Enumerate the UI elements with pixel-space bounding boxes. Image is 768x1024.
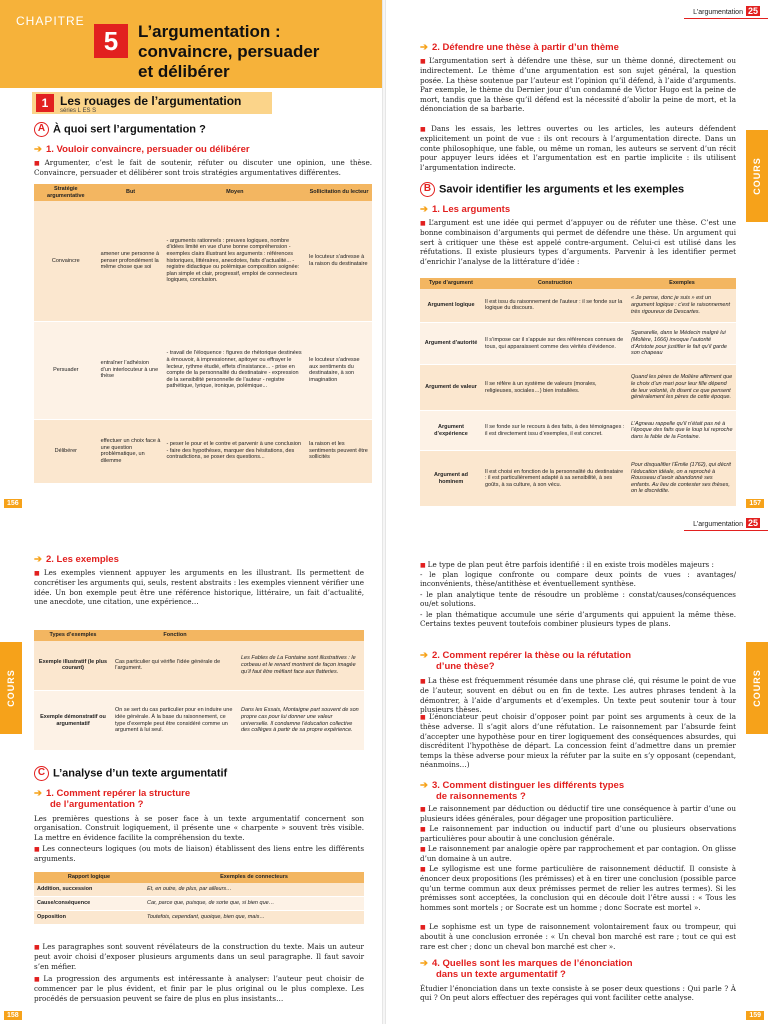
table-cell: Exemple illustratif (le plus courant) [34, 641, 112, 691]
cours-tab-label: COURS [6, 669, 17, 707]
table-cell: Il se réfère à un système de valeurs (morales, religieuses, sociales…) bien installées. [482, 365, 628, 411]
paragraph-text: La thèse est fréquemment résumée dans une phrase clé, qui résume le point de vue de l’auteur, souvent en début ou en fin de texte. Les autres phrases tendent à la démontrer, à l’aide d’arguments et d’exemples. Un texte peut soutenir tour à tour plusieurs thèses. [420, 676, 737, 715]
paragraph [420, 218, 736, 266]
page-159 [384, 512, 768, 1024]
bullet-square-icon: ■ [420, 220, 427, 227]
table-header: But [98, 184, 164, 201]
bullet-square-icon: ■ [420, 126, 430, 133]
chapter-title-line: convaincre, persuader [138, 42, 320, 61]
table-cell: On se sert du cas particulier pour en induire une idée générale. À la base du raisonnement, ce type d’exemple peut être considéré comme un argument à lui seul. [112, 691, 238, 751]
table-cell: effectuer un choix face à une question problématique, un dilemme [98, 419, 164, 483]
table-cell: Argument d’autorité [420, 323, 482, 365]
subheading-c2-text: d’une thèse? [436, 661, 495, 672]
connectors-table [34, 872, 364, 925]
table-cell: Et, en outre, de plus, par ailleurs… [144, 883, 364, 897]
paragraph-text: Dans les essais, les lettres ouvertes ou les articles, les auteurs défendent explicitement un point de vue : ils ont recours à l’argumentation directe. Dans un conte philosophique, une fable, ou même un roman, les auteurs se servent d’un récit pour appuyer leurs idées et l’argumentation est en partie implicite : ils utilisent l’argumentation indirecte. [420, 124, 736, 172]
table-header: Rapport logique [34, 872, 144, 883]
paragraph [34, 568, 364, 607]
paragraph: - le plan logique confronte ou compare deux points de vues : avantages/ inconvénients, thèse/antithèse et éventuellement synthèse. [420, 570, 736, 589]
subheading-b1-text: 1. Les arguments [431, 204, 511, 215]
table-header-row [420, 278, 736, 289]
bullet-square-icon: ■ [420, 866, 428, 873]
bullet-square-icon: ■ [420, 806, 427, 813]
heading-b [420, 182, 684, 197]
table-row [34, 897, 364, 911]
table-row [420, 323, 736, 365]
paragraph [420, 824, 736, 844]
section-series: séries L ES S [60, 108, 97, 114]
arrow-icon: ➔ [420, 650, 428, 661]
paragraph: Étudier l’énonciation dans un texte consiste à se poser deux questions : Qui parle ? À qui ? On peut alors effectuer des repérages qui vont faciliter cette analyse. [420, 984, 736, 1003]
table-header: Exemples de connecteurs [144, 872, 364, 883]
paragraph-text: L’énonciateur peut choisir d’opposer point par point ses arguments à ceux de la thèse adverse. Il s’agit alors d’une réfutation. Le raisonnement par l’absurde feint d’accepter une hypothèse pour en tirer logiquement des conséquences absurdes, qui discréditent l’hypothèse de départ. La concession feint d’admettre dans un premier temps la thèse adverse pour mieux la réfuter par la suite en s’y opposant (cependant, néanmoins…) [420, 712, 737, 770]
paragraph-text: Le syllogisme est une forme particulière de raisonnement déductif. Il consiste à énoncer deux propositions (les prémisses) et à en tirer une conclusion (possible parce qu’un terme commun aux deux prémisses permet de relier les autres termes). Si les prémisses sont acceptées, la conclusion qui en découle doit l’être aussi : « Tous les hommes sont mortels ; or Socrate est un homme ; donc Socrate est mortel ». [420, 864, 736, 912]
subheading-c2-text: 2. Comment repérer la thèse ou la réfutation [431, 650, 631, 661]
running-head-rule [684, 18, 768, 19]
table-row [34, 201, 372, 321]
table-cell: Pour disqualifier l’Émile (1762), qui décrit l’éducation idéale, on a reproché à Rousseau d’avoir abandonné ses enfants. Au lieu de contester ses thèses, on le discrédite. [628, 451, 736, 507]
page-156 [0, 0, 384, 512]
paragraph: - le plan analytique tente de résoudre un problème : constat/causes/conséquences ou/et solutions. [420, 590, 736, 609]
paragraph-text: Le raisonnement par induction ou inductif part d’une ou plusieurs observations particulières pour aboutir à une conclusion générale. [420, 824, 737, 844]
heading-letter-badge: B [420, 182, 435, 197]
table-cell: - travail de l’éloquence : figures de rhétorique destinées à émouvoir, à impressionner, apitoyer ou effrayer le lecteur, rythme étudié, effets d’insistance... - prise en compte de la personnalité du destinataire - expression de la sensibilité personnelle de l’auteur - registre pathétique, lyrique, ironique, polémique... [163, 321, 306, 419]
bullet-square-icon: ■ [34, 570, 42, 577]
spread-bottom [0, 512, 768, 1024]
section-title: Les rouages de l’argumentation [60, 94, 242, 108]
table-cell: Exemple démonstratif ou argumentatif [34, 691, 112, 751]
cours-tab [746, 130, 768, 222]
bullet-square-icon: ■ [420, 846, 426, 853]
subheading-c3 [420, 780, 624, 802]
table-cell: Convaincre [34, 201, 98, 321]
table-row [34, 911, 364, 925]
chapter-badge: 25 [747, 6, 758, 16]
bullet-square-icon: ■ [34, 160, 43, 167]
table-row [34, 321, 372, 419]
subheading-c1-text: de l’argumentation ? [50, 799, 144, 810]
subheading-c4-text: 4. Quelles sont les marques de l’énonciation [431, 958, 633, 969]
strategies-table [34, 184, 372, 484]
paragraph [420, 922, 736, 951]
paragraph-text: Les paragraphes sont souvent révélateurs de la construction du texte. Mais un auteur peut avoir choisi d’exposer plusieurs arguments dans un seul paragraphe. Il faut savoir s’en méfier. [34, 942, 364, 971]
table-header-row [34, 630, 364, 641]
running-head [693, 6, 760, 16]
bullet-square-icon: ■ [420, 714, 428, 721]
heading-c-text: L’analyse d’un texte argumentatif [53, 767, 228, 780]
table-row [420, 289, 736, 323]
table-cell: Car, parce que, puisque, de sorte que, si bien que… [144, 897, 364, 911]
chapter-title-line: et délibérer [138, 62, 230, 81]
page-158 [0, 512, 384, 1024]
section-number: 1 [36, 94, 54, 112]
page-number: 156 [4, 499, 22, 508]
cours-tab [0, 642, 22, 734]
paragraph: Les premières questions à se poser face à un texte argumentatif concernent son organisation. Construit logiquement, il présente une « charpente » souvent très visible. La mettre en évidence facilite la compréhension du texte. [34, 814, 364, 842]
paragraph [34, 942, 364, 971]
table-header: Fonction [112, 630, 238, 641]
table-cell: - arguments rationnels : preuves logiques, nombre d’idées limité en vue d’une bonne compréhension - exemples clairs illustrant les arguments : références historiques, littéraires, anecdotes, faits d’actualité... - registre didactique ou polémique composition soignée: plan simple et clair, progressif, emploi de connecteurs logiques, conclusion. [163, 201, 306, 321]
table-cell: Il s’impose car il s’appuie sur des références connues de tous, qui apparaissent comme des vérités d’évidence. [482, 323, 628, 365]
subheading-c4-text: dans un texte argumentatif ? [436, 969, 566, 980]
subheading-c4 [420, 958, 633, 980]
arrow-icon: ➔ [420, 958, 428, 969]
table-cell: Cas particulier qui vérifie l’idée générale de l’argument. [112, 641, 238, 691]
subheading-1 [34, 144, 250, 155]
paragraph-text: Argumenter, c’est le fait de soutenir, réfuter ou discuter une opinion, une thèse. Convaincre, persuader et délibérer sont trois stratégies argumentatives différentes. [34, 158, 372, 178]
table-header: Type d’argument [420, 278, 482, 289]
table-cell: Dans les Essais, Montaigne part souvent de son propre cas pour lui donner une valeur universelle. Il condamne l’éducation collective des collèges à partir de sa propre expérience. [238, 691, 364, 751]
paragraph [34, 158, 372, 178]
table-cell: Cause/conséquence [34, 897, 144, 911]
gutter [382, 512, 386, 1024]
table-row [34, 883, 364, 897]
table-cell: - peser le pour et le contre et parvenir à une conclusion - faire des hypothèses, marquer des hésitations, des contradictions, se poser des questions... [163, 419, 306, 483]
subheading-1-text: 1. Vouloir convaincre, persuader ou délibérer [45, 144, 250, 155]
chapter-label: CHAPITRE [16, 14, 85, 28]
table-header: Types d’exemples [34, 630, 112, 641]
table-row [420, 451, 736, 507]
table-header: Moyen [163, 184, 306, 201]
table-cell: Il se fonde sur le recours à des faits, à des témoignages : il est directement issu d’exemples, il est concret. [482, 411, 628, 451]
table-header [238, 630, 364, 641]
arrow-icon: ➔ [420, 780, 428, 791]
cours-tab-label: COURS [752, 157, 763, 195]
heading-c [34, 766, 227, 781]
subheading-examples-text: 2. Les exemples [45, 554, 119, 565]
table-cell: Opposition [34, 911, 144, 925]
paragraph [34, 974, 364, 1003]
arrow-icon: ➔ [34, 144, 42, 155]
table-header: Sollicitation du lecteur [306, 184, 372, 201]
table-cell: Délibérer [34, 419, 98, 483]
page-number: 159 [746, 1011, 764, 1020]
paragraph-text: Le raisonnement par analogie opère par rapprochement et par contagion. On glisse d’un domaine à un autre. [420, 844, 736, 864]
paragraph-text: La progression des arguments est intéressante à analyser: l’auteur peut choisir de commencer par le plus évident, et finir par le plus original ou le plus complexe. Les procédés de persuasion peuvent se faire de plus en plus insistants… [34, 974, 365, 1003]
chapter-title [138, 22, 378, 82]
bullet-square-icon: ■ [34, 846, 41, 853]
table-cell: Addition, succession [34, 883, 144, 897]
table-header: Stratégie argumentative [34, 184, 98, 201]
chapter-title-line: L’argumentation : [138, 22, 281, 41]
subheading-2 [420, 42, 619, 53]
table-cell: le locuteur s’adresse aux sentiments du destinataire, à son imagination [306, 321, 372, 419]
subheading-c3-text: 3. Comment distinguer les différents types [431, 780, 625, 791]
table-cell: le locuteur s’adresse à la raison du destinataire [306, 201, 372, 321]
arrow-icon: ➔ [34, 554, 42, 565]
table-cell: Quand les pères de Molière affirment que le choix d’un mari pour leur fille dépend de leur volonté, ils disent ce que pensent généralement les pères de cette époque. [628, 365, 736, 411]
subheading-c1-text: 1. Comment repérer la structure [45, 788, 191, 799]
running-head-text: L’argumentation [693, 9, 743, 16]
table-cell: Persuader [34, 321, 98, 419]
heading-b-text: Savoir identifier les arguments et les exemples [439, 183, 685, 196]
paragraph-text: L’argument est une idée qui permet d’appuyer ou de réfuter une thèse. C’est une bonne combinaison d’arguments qui permet de défendre une thèse. Un argument qui sert à critiquer une thèse est appelé contre-argument. Celui-ci est utilisé dans les réfutations. Il existe plusieurs types d’arguments. Parvenir à les identifier permet d’enrichir l’analyse de la littérature d’idée : [420, 218, 736, 266]
paragraph [420, 804, 736, 824]
bullet-square-icon: ■ [420, 58, 427, 65]
subheading-c3-text: de raisonnements ? [436, 791, 526, 802]
table-cell: Sganarelle, dans le Médecin malgré lui (Molière, 1666) invoque l’autorité d’Aristote pour justifier le fait qu’il garde son chapeau [628, 323, 736, 365]
table-cell: Il est choisi en fonction de la personnalité du destinataire : il est particulièrement adapté à sa sensibilité, à ses goûts, à sa culture, à son vécu. [482, 451, 628, 507]
chapter-number: 5 [94, 24, 128, 58]
paragraph-text: Les exemples viennent appuyer les arguments en les illustrant. Ils permettent de concrétiser les arguments qui, seuls, restent abstraits : les exemples viennent vérifier une idée. Un bon exemple peut être une référence historique, littéraire, un fait d’actualité, une anecdote, une citation, une expérience… [34, 568, 364, 607]
table-cell: Argument ad hominem [420, 451, 482, 507]
table-header-row [34, 184, 372, 201]
table-header: Construction [482, 278, 628, 289]
paragraph-text: Le raisonnement par déduction ou déductif tire une conséquence à partir d’une ou plusieurs idées générales, pour dégager une proposition particulière. [420, 804, 737, 824]
subheading-examples [34, 554, 119, 565]
paragraph-text: L’argumentation sert à défendre une thèse, sur un thème donné, directement ou indirectement. Le thème d’une argumentation est son sujet général, la question posée. La thèse soutenue par l’auteur est l’opinion qu’il défend, à l’aide d’arguments. Par exemple, le thème du Dernier jour d’un condamné de Victor Hugo est la peine de mort, tandis que la thèse qu’il défend est la nécessité d’abolir la peine de mort, et la dénonciation de sa barbarie. [420, 56, 736, 114]
paragraph [420, 676, 736, 715]
running-head [693, 518, 760, 528]
examples-table [34, 630, 364, 751]
subheading-2-text: 2. Défendre une thèse à partir d’un thème [431, 42, 619, 53]
paragraph [420, 844, 736, 864]
arrow-icon: ➔ [34, 788, 42, 799]
table-header-row [34, 872, 364, 883]
heading-letter-badge: A [34, 122, 49, 137]
table-cell: la raison et les sentiments peuvent être sollicités [306, 419, 372, 483]
cours-tab-label: COURS [752, 669, 763, 707]
table-row [420, 411, 736, 451]
bullet-square-icon: ■ [34, 944, 41, 951]
running-head-text: L’argumentation [693, 521, 743, 528]
page-number: 158 [4, 1011, 22, 1020]
page-157 [384, 0, 768, 512]
table-cell: Les Fables de La Fontaine sont illustratives : le corbeau et le renard montrent de façon imagée qu’il faut être méfiant face aux flatteries. [238, 641, 364, 691]
subheading-c2 [420, 650, 631, 672]
bullet-square-icon: ■ [420, 826, 428, 833]
bullet-square-icon: ■ [420, 678, 426, 685]
table-cell: Il est issu du raisonnement de l’auteur : il se fonde sur la logique du discours. [482, 289, 628, 323]
paragraph [420, 560, 736, 570]
table-row [34, 419, 372, 483]
subheading-c1 [34, 788, 190, 810]
cours-tab [746, 642, 768, 734]
paragraph-text: Le type de plan peut être parfois identifié : il en existe trois modèles majeurs : [427, 560, 714, 569]
paragraph [420, 56, 736, 113]
table-row [34, 691, 364, 751]
arguments-table [420, 278, 736, 507]
table-row [34, 641, 364, 691]
table-cell: Argument de valeur [420, 365, 482, 411]
paragraph: - le plan thématique accumule une série d’arguments qui appuient la même thèse. Certains textes peuvent toutefois combiner plusieurs types de plans. [420, 610, 736, 629]
table-cell: « Je pense, donc je suis » est un argument logique : c’est le raisonnement très rigoureux de Descartes. [628, 289, 736, 323]
table-cell: Argument logique [420, 289, 482, 323]
heading-a-text: À quoi sert l’argumentation ? [53, 123, 206, 136]
heading-a [34, 122, 206, 137]
page-number: 157 [746, 499, 764, 508]
table-cell: Argument d’expérience [420, 411, 482, 451]
paragraph [420, 124, 736, 172]
table-cell: Toutefois, cependant, quoique, bien que, mais… [144, 911, 364, 925]
paragraph-text: Le sophisme est un type de raisonnement volontairement faux ou trompeur, qui aboutit à une conclusion erronée : « Un cheval bon marché est rare ; tout ce qui est rare est cher ; donc un cheval bon marché est cher ». [420, 922, 736, 951]
arrow-icon: ➔ [420, 42, 428, 53]
table-cell: amener une personne à penser profondément la même chose que soi [98, 201, 164, 321]
arrow-icon: ➔ [420, 204, 428, 215]
paragraph [420, 712, 736, 769]
table-cell: L’Agneau rappelle qu’il n’était pas né à l’époque des faits que le loup lui reproche dans la fable de la Fontaine. [628, 411, 736, 451]
paragraph [34, 844, 364, 864]
subheading-b1 [420, 204, 510, 215]
bullet-square-icon: ■ [420, 924, 428, 931]
bullet-square-icon: ■ [420, 562, 426, 569]
gutter [382, 0, 386, 512]
table-row [420, 365, 736, 411]
bullet-square-icon: ■ [34, 976, 42, 983]
running-head-rule [684, 530, 768, 531]
table-cell: entraîner l’adhésion d’un interlocuteur à une thèse [98, 321, 164, 419]
paragraph [420, 864, 736, 912]
paragraph-text: Les connecteurs logiques (ou mots de liaison) établissent des liens entre les différents arguments. [34, 844, 365, 864]
table-header: Exemples [628, 278, 736, 289]
chapter-badge: 25 [747, 518, 758, 528]
heading-letter-badge: C [34, 766, 49, 781]
